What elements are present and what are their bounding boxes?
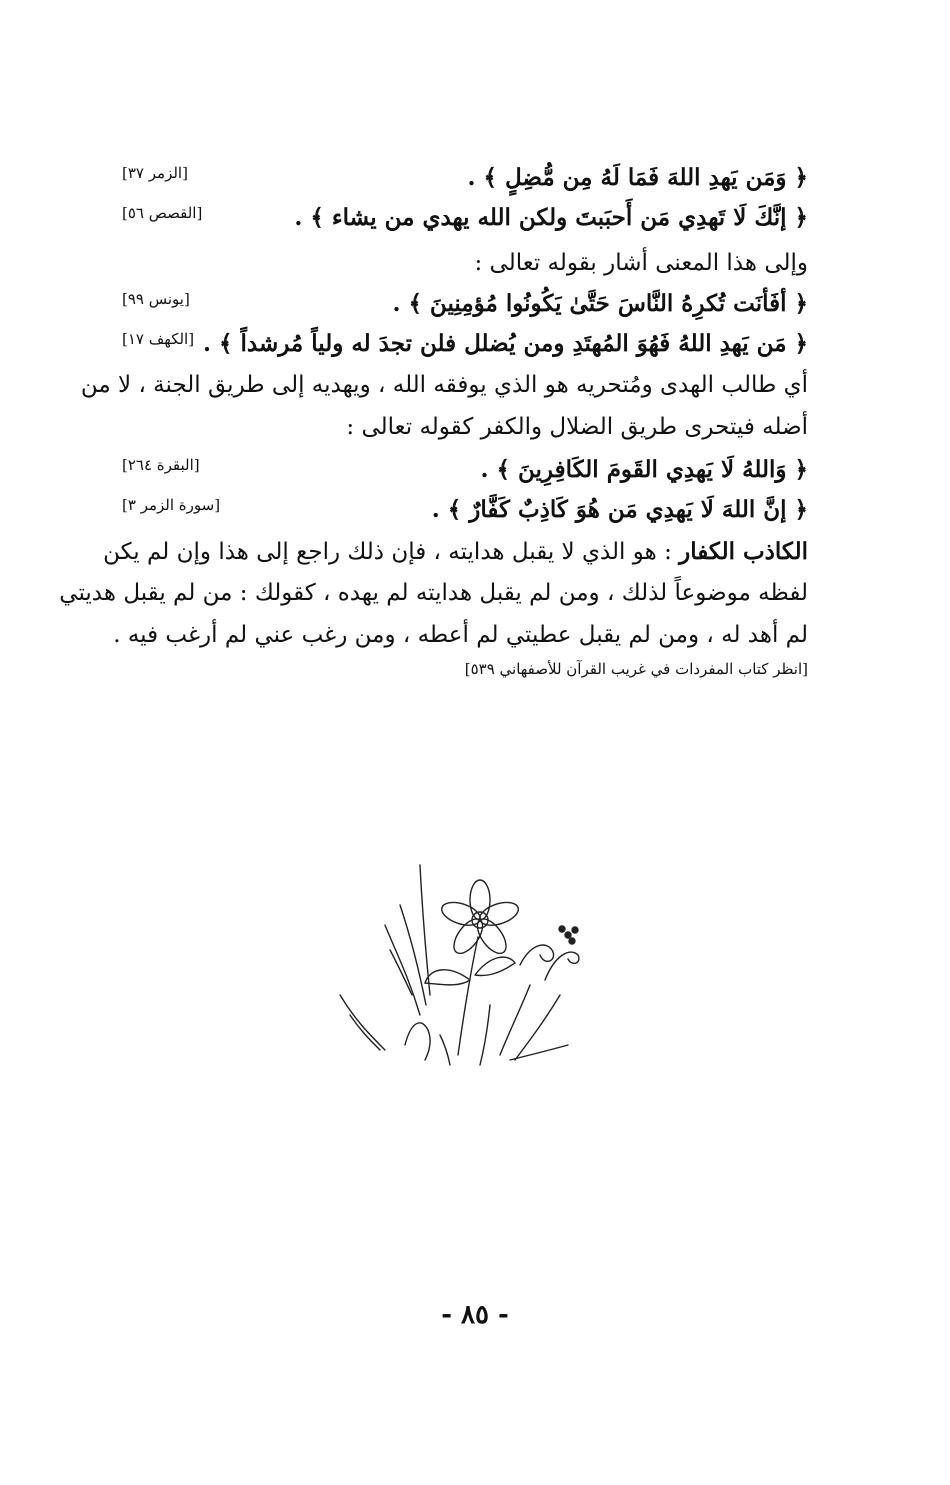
verse-reference: [البقرة ٢٦٤] <box>122 456 200 474</box>
body-line-11 <box>59 580 808 606</box>
body-line-6 <box>80 372 808 398</box>
verse-text: ﴿ أفَأنَت تُكرِهُ النَّاسَ حَتَّىٰ يَكُونُوا مُؤمِنِينَ ﴾ . <box>392 290 808 317</box>
line-text: لفظه موضوعاً لذلك ، ومن لم يقبل هدايته لم يهده ، كقولك : من لم يقبل هديتي <box>59 580 808 606</box>
page-number: - ٨٥ - <box>441 1300 509 1330</box>
line-text: : هو الذي لا يقبل هدايته ، فإن ذلك راجع إلى هذا وإن لم يكن <box>103 539 680 565</box>
term-heading: الكاذب الكفار <box>679 538 808 565</box>
verse-reference: [سورة الزمر ٣] <box>122 496 221 514</box>
flower-sketch-icon <box>330 855 600 1070</box>
verse-reference: [القصص ٥٦] <box>122 204 203 222</box>
quran-verse-2 <box>122 204 808 231</box>
verse-reference: [الزمر ٣٧] <box>122 164 188 182</box>
line-text: أي طالب الهدى ومُتحريه هو الذي يوفقه الله ، ويهديه إلى طريق الجنة ، لا من <box>80 372 808 398</box>
footnote-source <box>122 660 808 678</box>
verse-text: ﴿ إنَّكَ لَا تَهدِي مَن أَحبَبتَ ولكن الله يهدي من يشاء ﴾ . <box>294 204 808 231</box>
body-line-10 <box>103 538 808 565</box>
line-text: لم أهد له ، ومن لم يقبل عطيتي لم أعطه ، ومن رغب عني لم أرغب فيه . <box>113 622 808 648</box>
body-line-7 <box>122 414 808 440</box>
verse-text: ﴿ وَاللهُ لَا يَهدِي القَومَ الكَافِرِينَ ﴾ . <box>480 456 808 483</box>
verse-text: ﴿ إنَّ اللهَ لَا يَهدِي مَن هُوَ كَاذِبٌ كَفَّارٌ ﴾ . <box>431 496 808 523</box>
verse-reference: [الكهف ١٧] <box>122 330 195 348</box>
quran-verse-4 <box>122 290 808 317</box>
quran-verse-1 <box>122 164 808 191</box>
quran-verse-9 <box>122 496 808 523</box>
verse-reference: [يونس ٩٩] <box>122 290 190 308</box>
body-line-12 <box>113 622 808 648</box>
line-text: وإلى هذا المعنى أشار بقوله تعالى : <box>474 250 808 276</box>
quran-verse-8 <box>122 456 808 483</box>
verse-text: ﴿ وَمَن يَهدِ اللهَ فَمَا لَهُ مِن مُّضِلٍ ﴾ . <box>467 164 808 191</box>
footnote-text: [انظر كتاب المفردات في غريب القرآن للأصفهاني ٥٣٩] <box>464 660 808 678</box>
verse-text: ﴿ مَن يَهدِ اللهُ فَهُوَ المُهتَدِ ومن يُضلل فلن تجدَ له ولياً مُرشداً ﴾ . <box>203 330 808 357</box>
quran-verse-5 <box>122 330 808 357</box>
body-line-3 <box>122 250 808 276</box>
line-text: أضله فيتحرى طريق الضلال والكفر كقوله تعالى : <box>346 414 808 440</box>
